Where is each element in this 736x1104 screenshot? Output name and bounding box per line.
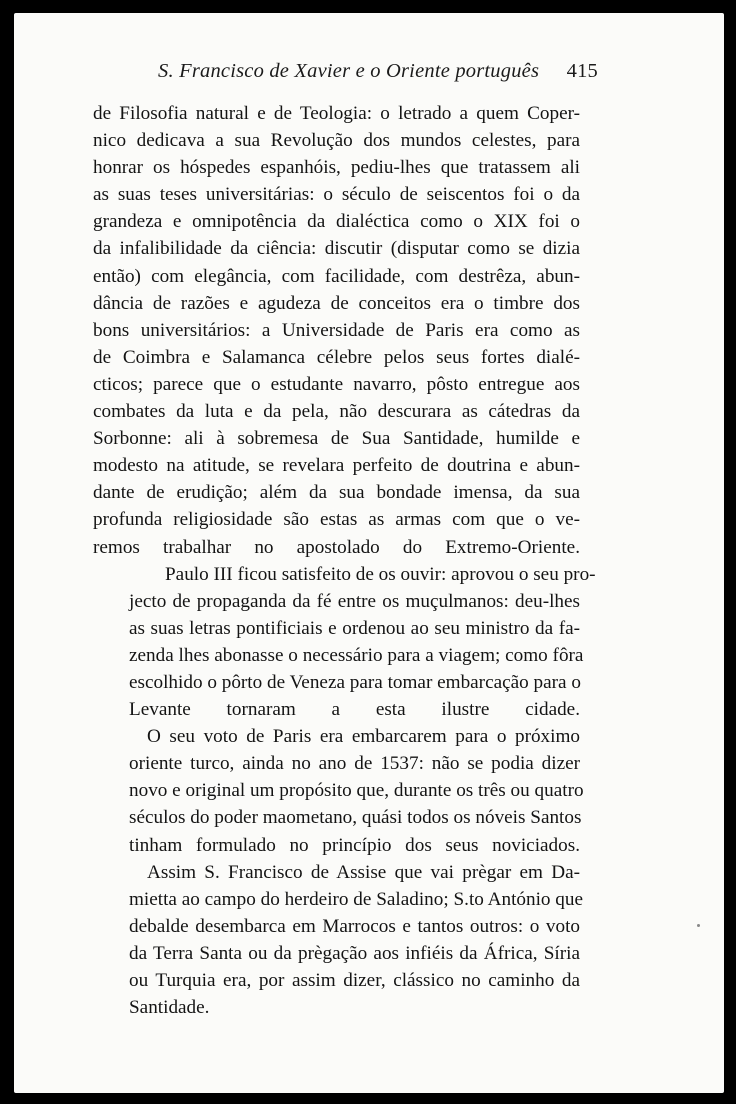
paragraph-3 [93,723,584,858]
text-line: honrar os hóspedes espanhóis, pediu-lhes que tratassem ali [93,157,580,179]
text-line: da infalibilidade da ciência: discutir (disputar como se dizia [93,238,580,260]
text-line: ou Turquia era, por assim dizer, clássico no caminho da [129,970,580,991]
text-line: profunda religiosidade são estas as armas com que o ve- [93,509,580,531]
text-line: escolhido o pôrto de Veneza para tomar embarcação para o [129,671,581,693]
text-line: novo e original um propósito que, durante os três ou quatro [129,780,584,802]
text-line: bons universitários: a Universidade de Paris era como as [93,319,580,341]
text-line: combates da luta e da pela, não descurara as cátedras da [93,401,580,423]
text-line: Levante tornaram a esta ilustre cidade. [129,699,580,721]
text-line: nico dedicava a sua Revolução dos mundos celestes, para [93,130,580,152]
running-title: S. Francisco de Xavier e o Oriente português [158,60,540,82]
text-line: Assim S. Francisco de Assise que vai prègar em Da- [147,861,580,883]
text-line: oriente turco, ainda no ano de 1537: não se podia dizer [129,753,580,775]
text-line: remos trabalhar no apostolado do Extremo-Oriente. [93,536,580,558]
text-line: debalde desembarca em Marrocos e tantos outros: o voto [129,915,580,937]
text-line: modesto na atitude, se revelara perfeito de doutrina e abun- [93,455,580,477]
paragraph-1 [93,100,580,561]
text-line: Santidade. [129,997,210,1019]
text-line: Paulo III ficou satisfeito de os ouvir: aprovou o seu pro- [165,563,596,585]
text-line: dância de razões e agudeza de conceitos era o timbre dos [93,292,580,314]
text-line: cticos; parece que o estudante navarro, pôsto entregue aos [93,373,580,395]
text-line: de Coimbra e Salamanca célebre pelos seus fortes dialé- [93,346,580,368]
text-line: da Terra Santa ou da prègação aos infiéis da África, Síria [129,942,580,964]
text-line: dante de erudição; além da sua bondade imensa, da sua [93,482,580,504]
speck-mark [697,924,700,927]
text-line: O seu voto de Paris era embarcarem para o próximo [147,726,580,748]
paragraph-4 [93,859,584,1022]
text-line: as suas teses universitárias: o século de seiscentos foi o da [93,184,580,206]
text-line: tinham formulado no princípio dos seus noviciados. [129,834,580,856]
text-line: jecto de propaganda da fé entre os muçulmanos: deu-lhes [129,590,580,612]
text-line: as suas letras pontificiais e ordenou ao seu ministro da fa- [129,617,580,639]
text-line: séculos do poder maometano, quási todos os nóveis Santos [129,807,582,829]
text-line: de Filosofia natural e de Teologia: o letrado a quem Coper- [93,103,580,124]
text-line: grandeza e omnipotência da dialéctica como o XIX foi o [93,211,580,233]
text-line: zenda lhes abonasse o necessário para a viagem; como fôra [129,644,584,666]
text-line: mietta ao campo do herdeiro de Saladino; S.to António que [129,888,584,910]
text-line: Sorbonne: ali à sobremesa de Sua Santidade, humilde e [93,428,580,450]
body-text [93,100,596,1021]
page-number: 415 [566,60,598,82]
paragraph-2 [93,561,596,724]
text-line: então) com elegância, com facilidade, com destrêza, abun- [93,265,580,287]
running-header [158,60,598,90]
